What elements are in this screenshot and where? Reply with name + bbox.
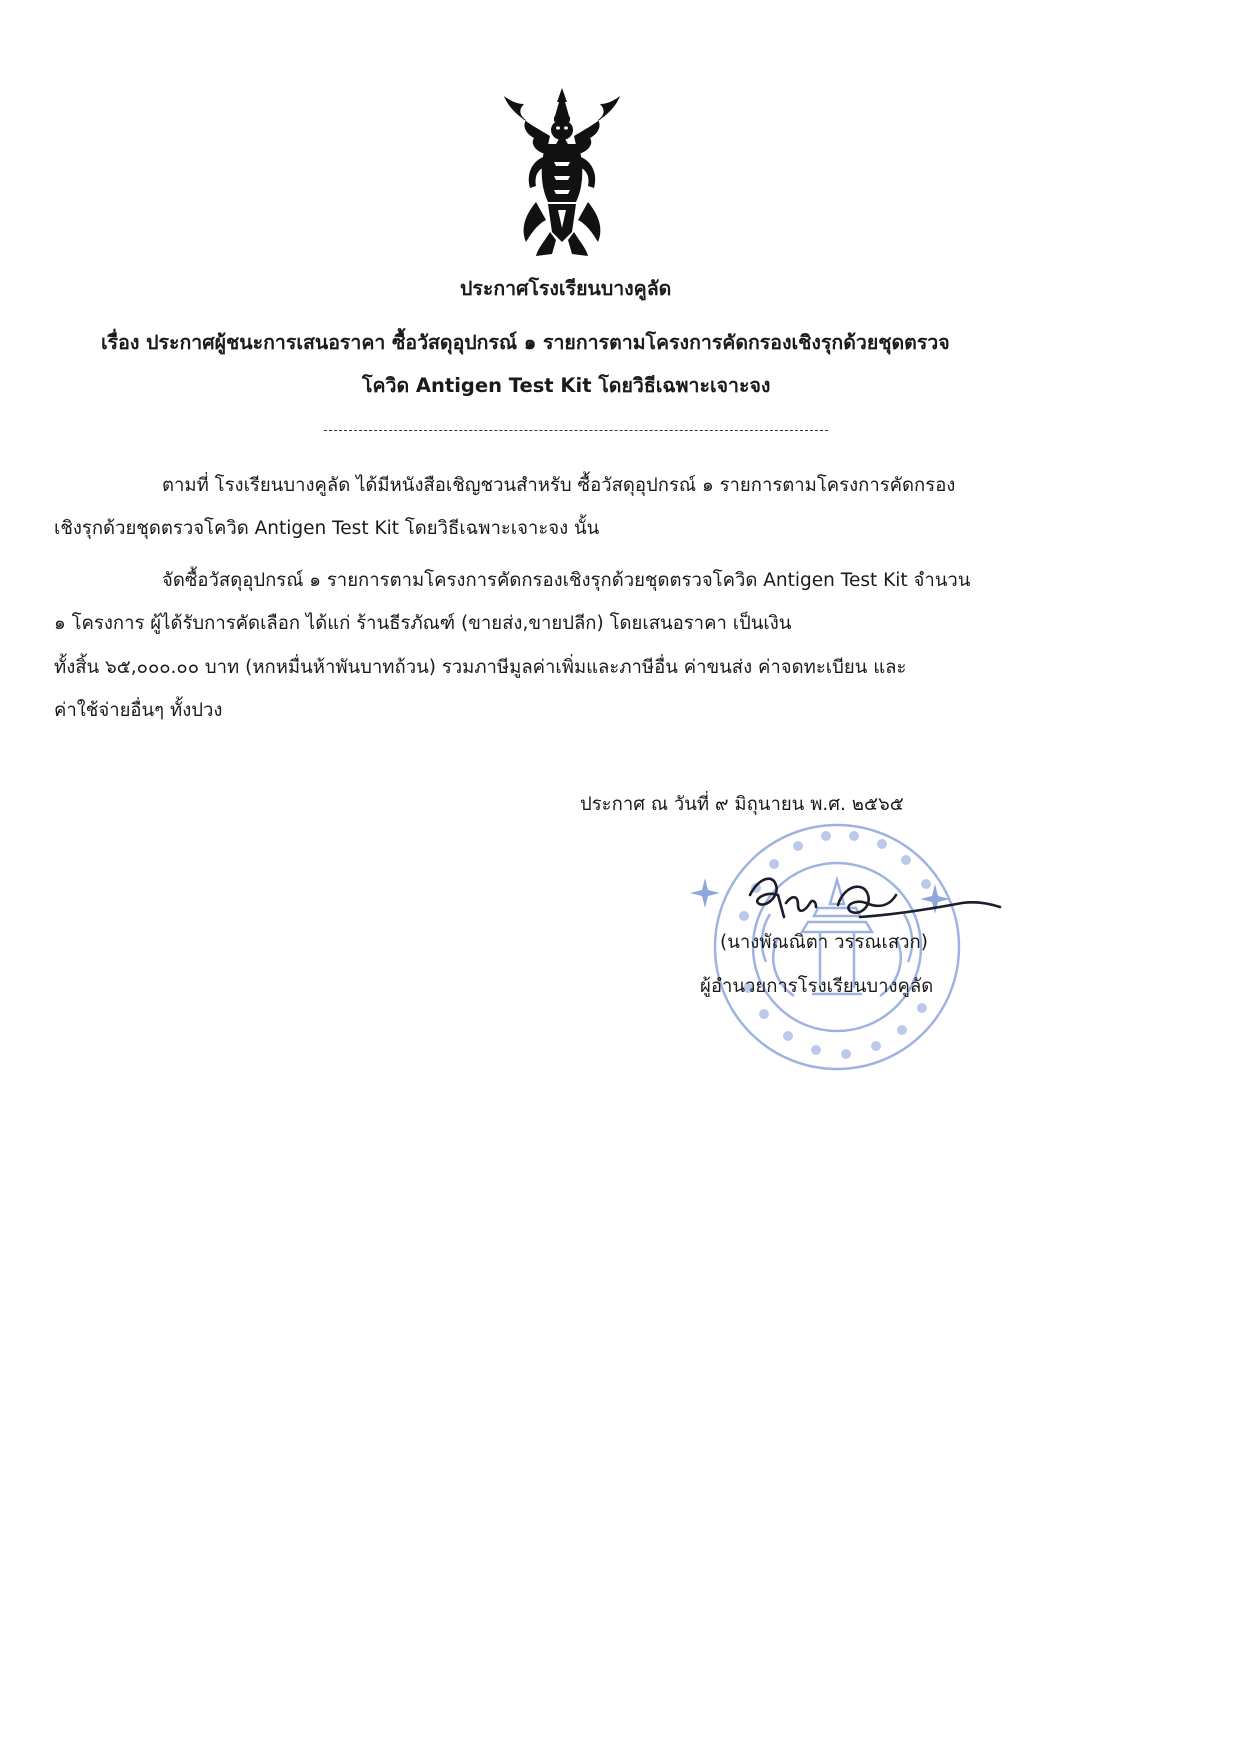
paragraph-2-line-4: ค่าใช้จ่ายอื่นๆ ทั้งปวง [54,700,223,721]
separator-rule [324,430,828,431]
paragraph-1-line-2: เชิงรุกด้วยชุดตรวจโควิด Antigen Test Kit โดยวิธีเฉพาะเจาะจง นั้น [54,518,600,539]
signatory-name: (นางพัณณิตา วรรณเสวก) [720,932,928,953]
sparkle-icon [690,878,720,908]
paragraph-2-line-3: ทั้งสิ้น ๖๕,๐๐๐.๐๐ บาท (หกหมื่นห้าพันบาทถ้วน) รวมภาษีมูลค่าเพิ่มและภาษีอื่น ค่าขนส่ง ค่าจดทะเบียน และ [54,657,907,678]
subject-line-2: โควิด Antigen Test Kit โดยวิธีเฉพาะเจาะจง [362,374,771,397]
paragraph-1-line-1: ตามที่ โรงเรียนบางคูลัด ได้มีหนังสือเชิญชวนสำหรับ ซื้อวัสดุอุปกรณ์ ๑ รายการตามโครงการคัดกรอง [162,475,956,496]
paragraph-2-line-1: จัดซื้อวัสดุอุปกรณ์ ๑ รายการตามโครงการคัดกรองเชิงรุกด้วยชุดตรวจโควิด Antigen Test Kit จำนวน [162,570,971,591]
garuda-emblem-icon [496,82,628,260]
paragraph-2-line-2: ๑ โครงการ ผู้ได้รับการคัดเลือก ได้แก่ ร้านธีรภัณฑ์ (ขายส่ง,ขายปลีก) โดยเสนอราคา เป็นเงิน [54,613,792,634]
announcement-date: ประกาศ ณ วันที่ ๙ มิถุนายน พ.ศ. ๒๕๖๕ [580,794,904,815]
announcement-title: ประกาศโรงเรียนบางคูลัด [460,277,672,300]
subject-line-1: เรื่อง ประกาศผู้ชนะการเสนอราคา ซื้อวัสดุอุปกรณ์ ๑ รายการตามโครงการคัดกรองเชิงรุกด้วยชุดตรวจ [101,331,950,354]
signatory-position: ผู้อำนวยการโรงเรียนบางคูลัด [700,976,934,997]
